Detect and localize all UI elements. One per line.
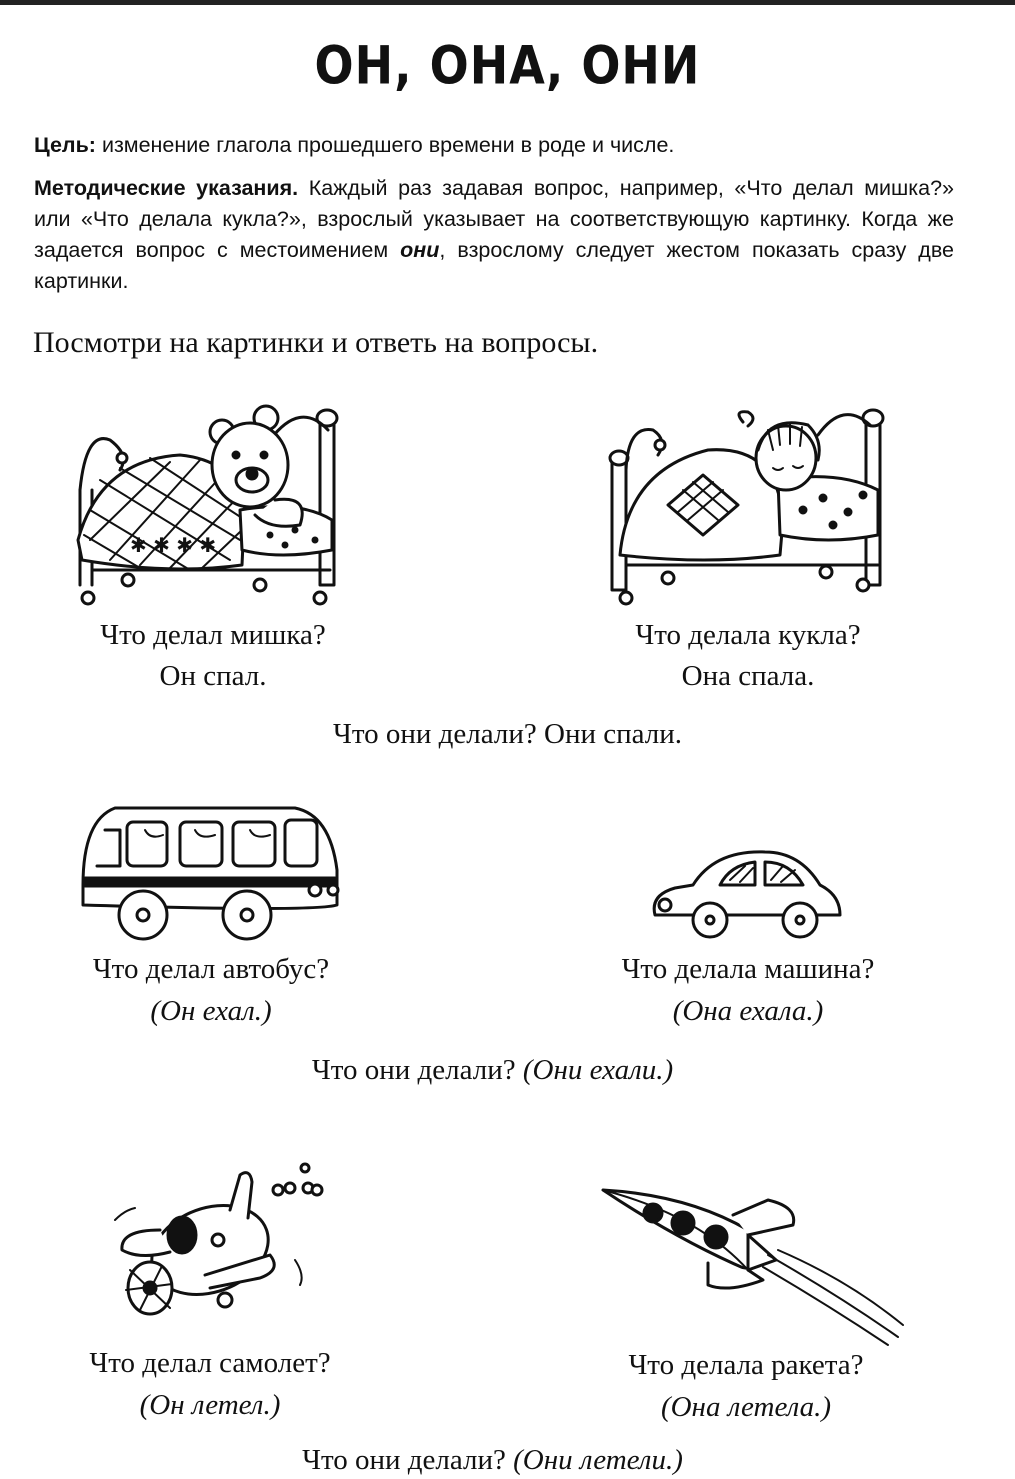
combined-line-2 — [0, 1054, 985, 1087]
rocket-image — [598, 1185, 908, 1350]
combined-answer-2: (Они ехали.) — [522, 1054, 674, 1086]
doll-question: Что делала кукла? — [635, 619, 861, 651]
guidelines-label: Методические указания. — [34, 176, 299, 200]
combined-question-3: Что они делали? — [302, 1444, 506, 1476]
doll-answer: Она спала. — [681, 660, 815, 692]
bus-question: Что делал автобус? — [92, 953, 330, 985]
airplane-answer: (Он летел.) — [139, 1389, 281, 1421]
bus-image — [75, 800, 345, 945]
guidelines-text-1: Каждый раз задавая вопрос, например, «Что делал мишка?» или «Что делала кукла?», взрослый указывает на соответствующую картинку. Когда же задается вопрос с местоимением — [34, 176, 954, 262]
combined-question-1: Что они делали? — [332, 718, 537, 750]
doll-in-bed-image — [608, 400, 888, 610]
combined-question-2: Что они делали? — [311, 1054, 516, 1086]
car-image — [645, 840, 845, 945]
goal-text: изменение глагола прошедшего времени в роде и числе. — [95, 133, 675, 157]
combined-answer-1: Они спали. — [544, 718, 682, 750]
car-answer: (Она ехала.) — [672, 995, 824, 1027]
goal-paragraph — [34, 130, 954, 161]
combined-line-3 — [0, 1444, 985, 1477]
airplane-image — [110, 1160, 330, 1330]
bear-answer: Он спал. — [159, 660, 267, 692]
combined-answer-3: (Они летели.) — [513, 1444, 683, 1476]
top-border — [0, 0, 1015, 5]
airplane-question: Что делал самолет? — [89, 1347, 331, 1379]
rocket-answer: (Она летела.) — [660, 1391, 832, 1423]
bus-answer: (Он ехал.) — [150, 995, 272, 1027]
bear-question: Что делал мишка? — [100, 619, 326, 651]
svg-text:✱ ✱ ✱ ✱: ✱ ✱ ✱ ✱ — [130, 533, 217, 557]
guidelines-text-2: , взрослому следует жестом показать сразу две картинки. — [34, 238, 954, 293]
guidelines-pronoun: они — [400, 238, 440, 262]
page-title: ОН, ОНА, ОНИ — [314, 33, 701, 97]
rocket-question: Что делала ракета? — [628, 1349, 864, 1381]
guidelines-paragraph — [34, 173, 954, 297]
instruction: Посмотри на картинки и ответь на вопросы. — [33, 326, 599, 359]
goal-label: Цель: — [34, 133, 96, 157]
bear-in-bed-image — [70, 400, 350, 610]
car-question: Что делала машина? — [621, 953, 875, 985]
combined-line-1 — [0, 718, 1015, 751]
